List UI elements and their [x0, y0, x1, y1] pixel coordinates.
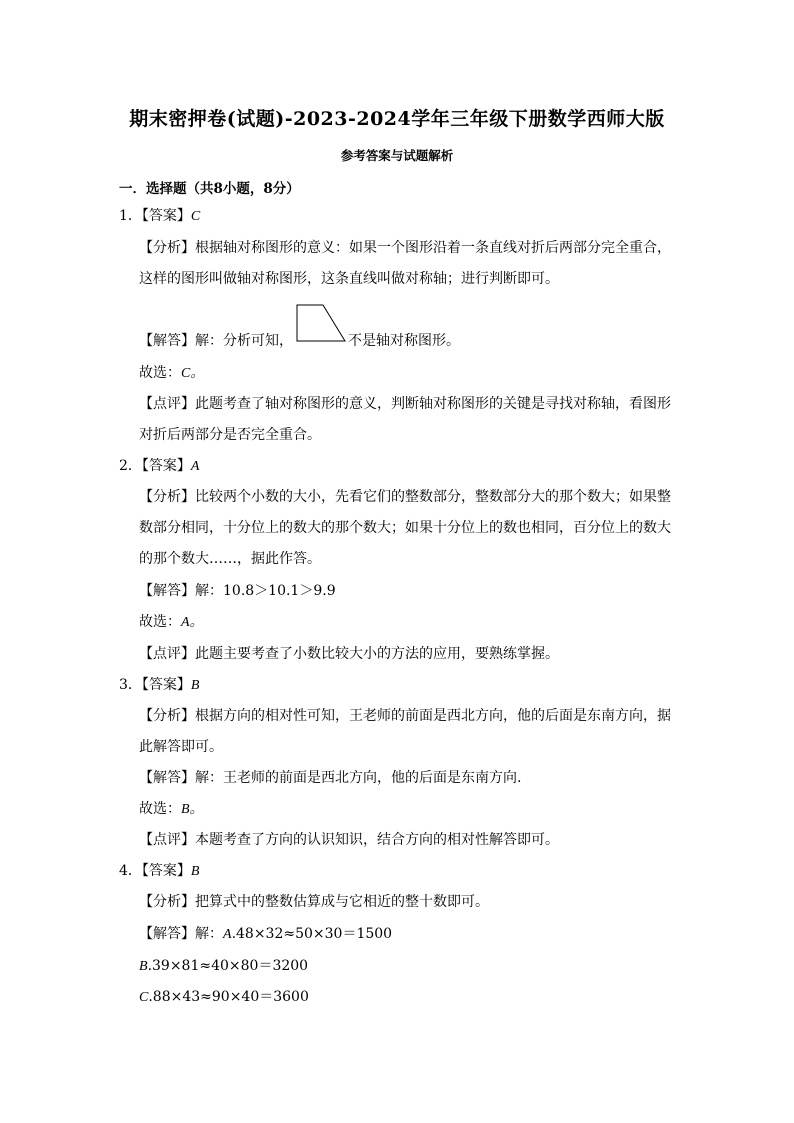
- q2-analysis-line-1: [139, 488, 671, 506]
- q1-analysis-line-2: 这样的图形叫做轴对称图形，这条直线叫做对称轴；进行判断即可。: [139, 271, 559, 287]
- q1-choice-line: [139, 364, 204, 383]
- q2-choice: A。: [181, 615, 204, 630]
- answer-label: 【答案】: [141, 458, 191, 474]
- analysis-label: 【分析】: [139, 489, 195, 505]
- q1-analysis-line-1: [139, 239, 671, 257]
- q2-comment: 此题主要考查了小数比较大小的方法的应用，要熟练掌握。: [195, 646, 559, 662]
- q3-answer-line: [119, 676, 199, 695]
- q2-answer: A: [190, 459, 200, 474]
- q4-number: 4．: [119, 863, 142, 879]
- q1-answer-line: [119, 207, 200, 226]
- page-title: 期末密押卷(试题)-2023-2024学年三年级下册数学西师大版: [129, 108, 665, 130]
- q3-comment: 本题考查了方向的认识知识，结合方向的相对性解答即可。: [195, 832, 559, 848]
- q2-number: 2．: [119, 458, 142, 474]
- q2-solution-line: [139, 582, 336, 600]
- solution-label: 【解答】: [139, 926, 195, 942]
- q1-analysis-text-1: 根据轴对称图形的意义：如果一个图形沿着一条直线对折后两部分完全重合，: [195, 240, 671, 256]
- q4-analysis-line: [139, 893, 489, 911]
- q1-solution-line: [139, 332, 293, 350]
- q3-number: 3．: [119, 677, 142, 693]
- q4-option-b-line: [139, 957, 308, 976]
- therefore-label: 故选：: [139, 614, 181, 630]
- q3-answer: B: [190, 678, 200, 693]
- q1-comment-line-2: 对折后两部分是否完全重合。: [139, 427, 321, 443]
- q4-solution-line: [139, 925, 392, 944]
- q4-solution-pre: 解：: [195, 926, 223, 942]
- q3-solution-line: [139, 769, 521, 787]
- q4-answer: B: [190, 864, 200, 879]
- q2-analysis-line-2: 数部分相同，十分位上的数大的那个数大；如果十分位上的数也相同，百分位上的数大: [139, 520, 671, 536]
- q3-analysis-text-1: 根据方向的相对性可知，王老师的前面是西北方向，他的后面是东南方向，据: [195, 708, 671, 724]
- q3-analysis-line-1: [139, 707, 671, 725]
- q2-analysis-line-3: 的那个数大……，据此作答。: [139, 551, 321, 567]
- page-subtitle: 参考答案与试题解析: [340, 148, 454, 163]
- q1-solution-pre: 解：分析可知，: [195, 333, 293, 349]
- q1-number: 1．: [119, 208, 142, 224]
- q2-analysis-text-1: 比较两个小数的大小，先看它们的整数部分，整数部分大的那个数大；如果整: [195, 489, 671, 505]
- solution-label: 【解答】: [139, 770, 195, 786]
- analysis-label: 【分析】: [139, 240, 195, 256]
- q1-comment-line-1: [139, 395, 671, 413]
- comment-label: 【点评】: [139, 646, 195, 662]
- q4-analysis: 把算式中的整数估算成与它相近的整十数即可。: [195, 894, 489, 910]
- q4-option-b: .39×81≈40×80＝3200: [147, 958, 309, 974]
- q4-option-b-letter: B: [139, 959, 148, 974]
- q4-answer-line: [119, 862, 199, 881]
- q3-solution: 解：王老师的前面是西北方向，他的后面是东南方向.: [195, 770, 522, 786]
- q2-comment-line: [139, 645, 559, 663]
- answer-label: 【答案】: [141, 208, 191, 224]
- q4-option-c: .88×43≈90×40＝3600: [148, 989, 309, 1005]
- therefore-label: 故选：: [139, 801, 181, 817]
- q3-comment-line: [139, 831, 559, 849]
- q4-option-c-line: [139, 988, 309, 1007]
- q1-answer: C: [190, 209, 201, 224]
- q4-option-a: .48×32≈50×30＝1500: [231, 926, 393, 942]
- q1-choice: C。: [181, 366, 205, 381]
- solution-label: 【解答】: [139, 583, 195, 599]
- trapezoid-figure: [295, 304, 347, 342]
- q2-solution: 解：10.8＞10.1＞9.9: [195, 583, 336, 599]
- analysis-label: 【分析】: [139, 894, 195, 910]
- q2-choice-line: [139, 613, 204, 632]
- q3-analysis-line-2: 此解答即可。: [139, 739, 223, 755]
- q1-solution-post: 不是轴对称图形。: [348, 333, 460, 349]
- q3-choice-line: [139, 800, 204, 819]
- q4-option-a-letter: A: [223, 927, 232, 942]
- solution-label: 【解答】: [139, 333, 195, 349]
- comment-label: 【点评】: [139, 832, 195, 848]
- section-heading: 一．选择题（共8小题，8分）: [119, 181, 300, 197]
- q3-choice: B。: [181, 802, 204, 817]
- q2-answer-line: [119, 457, 199, 476]
- q1-comment-text-1: 此题考查了轴对称图形的意义，判断轴对称图形的关键是寻找对称轴，看图形: [195, 396, 671, 412]
- answer-label: 【答案】: [141, 677, 191, 693]
- answer-label: 【答案】: [141, 863, 191, 879]
- analysis-label: 【分析】: [139, 708, 195, 724]
- therefore-label: 故选：: [139, 365, 181, 381]
- comment-label: 【点评】: [139, 396, 195, 412]
- q4-option-c-letter: C: [139, 990, 149, 1005]
